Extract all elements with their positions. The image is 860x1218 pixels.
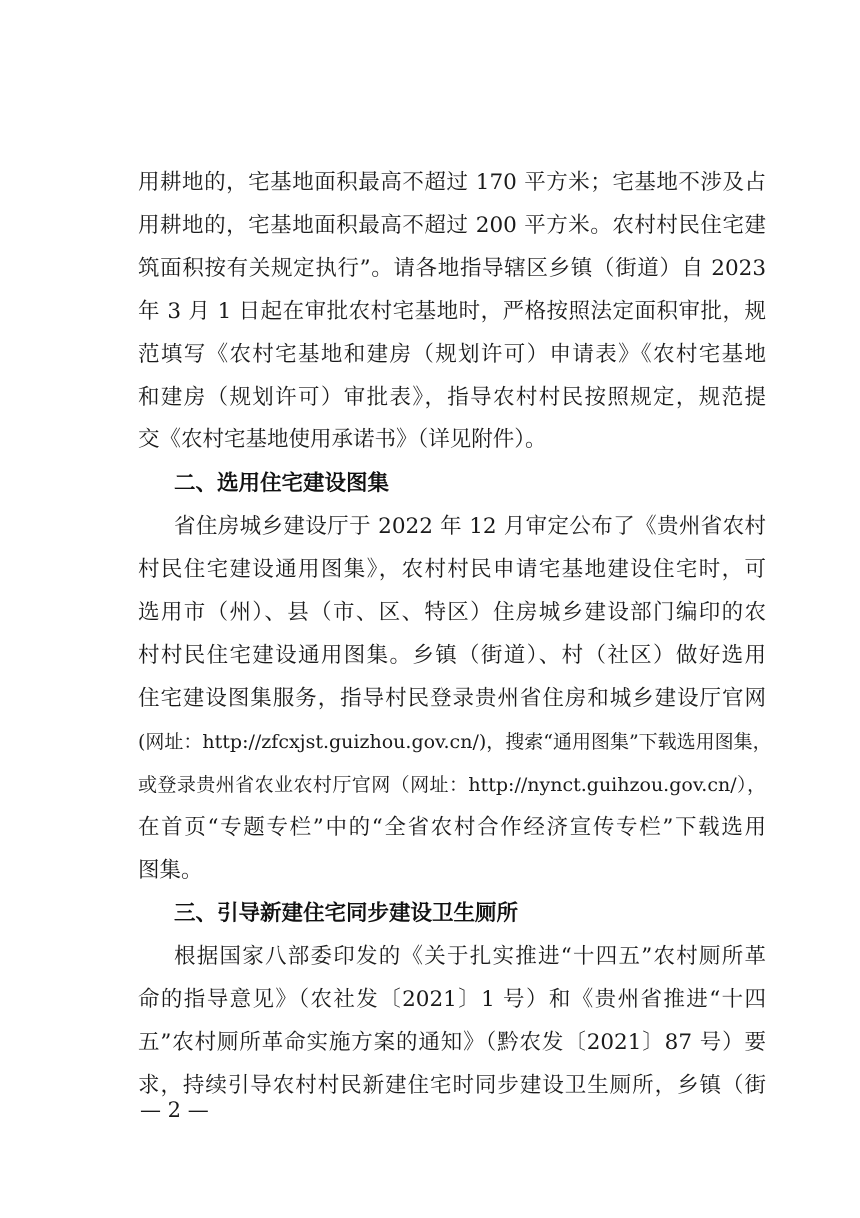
text-line: 根据国家八部委印发的《关于扎实推进“十四五”农村厕所革 xyxy=(174,944,766,969)
text-line: 省住房城乡建设厅于 2022 年 12 月审定公布了《贵州省农村 xyxy=(174,514,766,539)
text-line: 用耕地的，宅基地面积最高不超过 170 平方米；宅基地不涉及占 xyxy=(138,170,766,195)
text-line: 年 3 月 1 日起在审批农村宅基地时，严格按照法定面积审批，规 xyxy=(138,299,766,324)
text-line: 五”农村厕所革命实施方案的通知》（黔农发〔2021〕87 号）要 xyxy=(138,1030,766,1055)
text-line: 选用市（州）、县（市、区、特区）住房城乡建设部门编印的农 xyxy=(138,600,766,625)
text-line: (网址：http://zfcxjst.guizhou.gov.cn/)，搜索“通用图集”下载选用图集， xyxy=(138,731,772,753)
section-heading-3: 三、引导新建住宅同步建设卫生厕所 xyxy=(174,901,519,926)
section-heading-2: 二、选用住宅建设图集 xyxy=(174,471,390,496)
text-line: 村民住宅建设通用图集》，农村村民申请宅基地建设住宅时，可 xyxy=(138,557,766,582)
page-number: — 2 — xyxy=(140,1098,209,1122)
text-line: 住宅建设图集服务，指导村民登录贵州省住房和城乡建设厅官网 xyxy=(138,686,766,711)
text-line: 用耕地的，宅基地面积最高不超过 200 平方米。农村村民住宅建 xyxy=(138,213,766,238)
text-line: 或登录贵州省农业农村厅官网（网址：http://nynct.guihzou.gov.cn/）， xyxy=(138,774,766,796)
text-line: 命的指导意见》（农社发〔2021〕1 号）和《贵州省推进“十四 xyxy=(138,987,766,1012)
text-line: 筑面积按有关规定执行”。请各地指导辖区乡镇（街道）自 2023 xyxy=(138,256,766,281)
text-line: 和建房（规划许可）审批表》，指导农村村民按照规定，规范提 xyxy=(138,385,766,410)
text-line: 求，持续引导农村村民新建住宅时同步建设卫生厕所，乡镇（街 xyxy=(138,1073,766,1098)
text-line: 在首页“专题专栏”中的“全省农村合作经济宣传专栏”下载选用 xyxy=(138,815,766,840)
text-line: 范填写《农村宅基地和建房（规划许可）申请表》《农村宅基地 xyxy=(138,342,766,367)
text-line: 村村民住宅建设通用图集。乡镇（街道）、村（社区）做好选用 xyxy=(138,643,766,668)
text-line: 交《农村宅基地使用承诺书》（详见附件）。 xyxy=(138,427,547,452)
text-line: 图集。 xyxy=(138,858,203,883)
